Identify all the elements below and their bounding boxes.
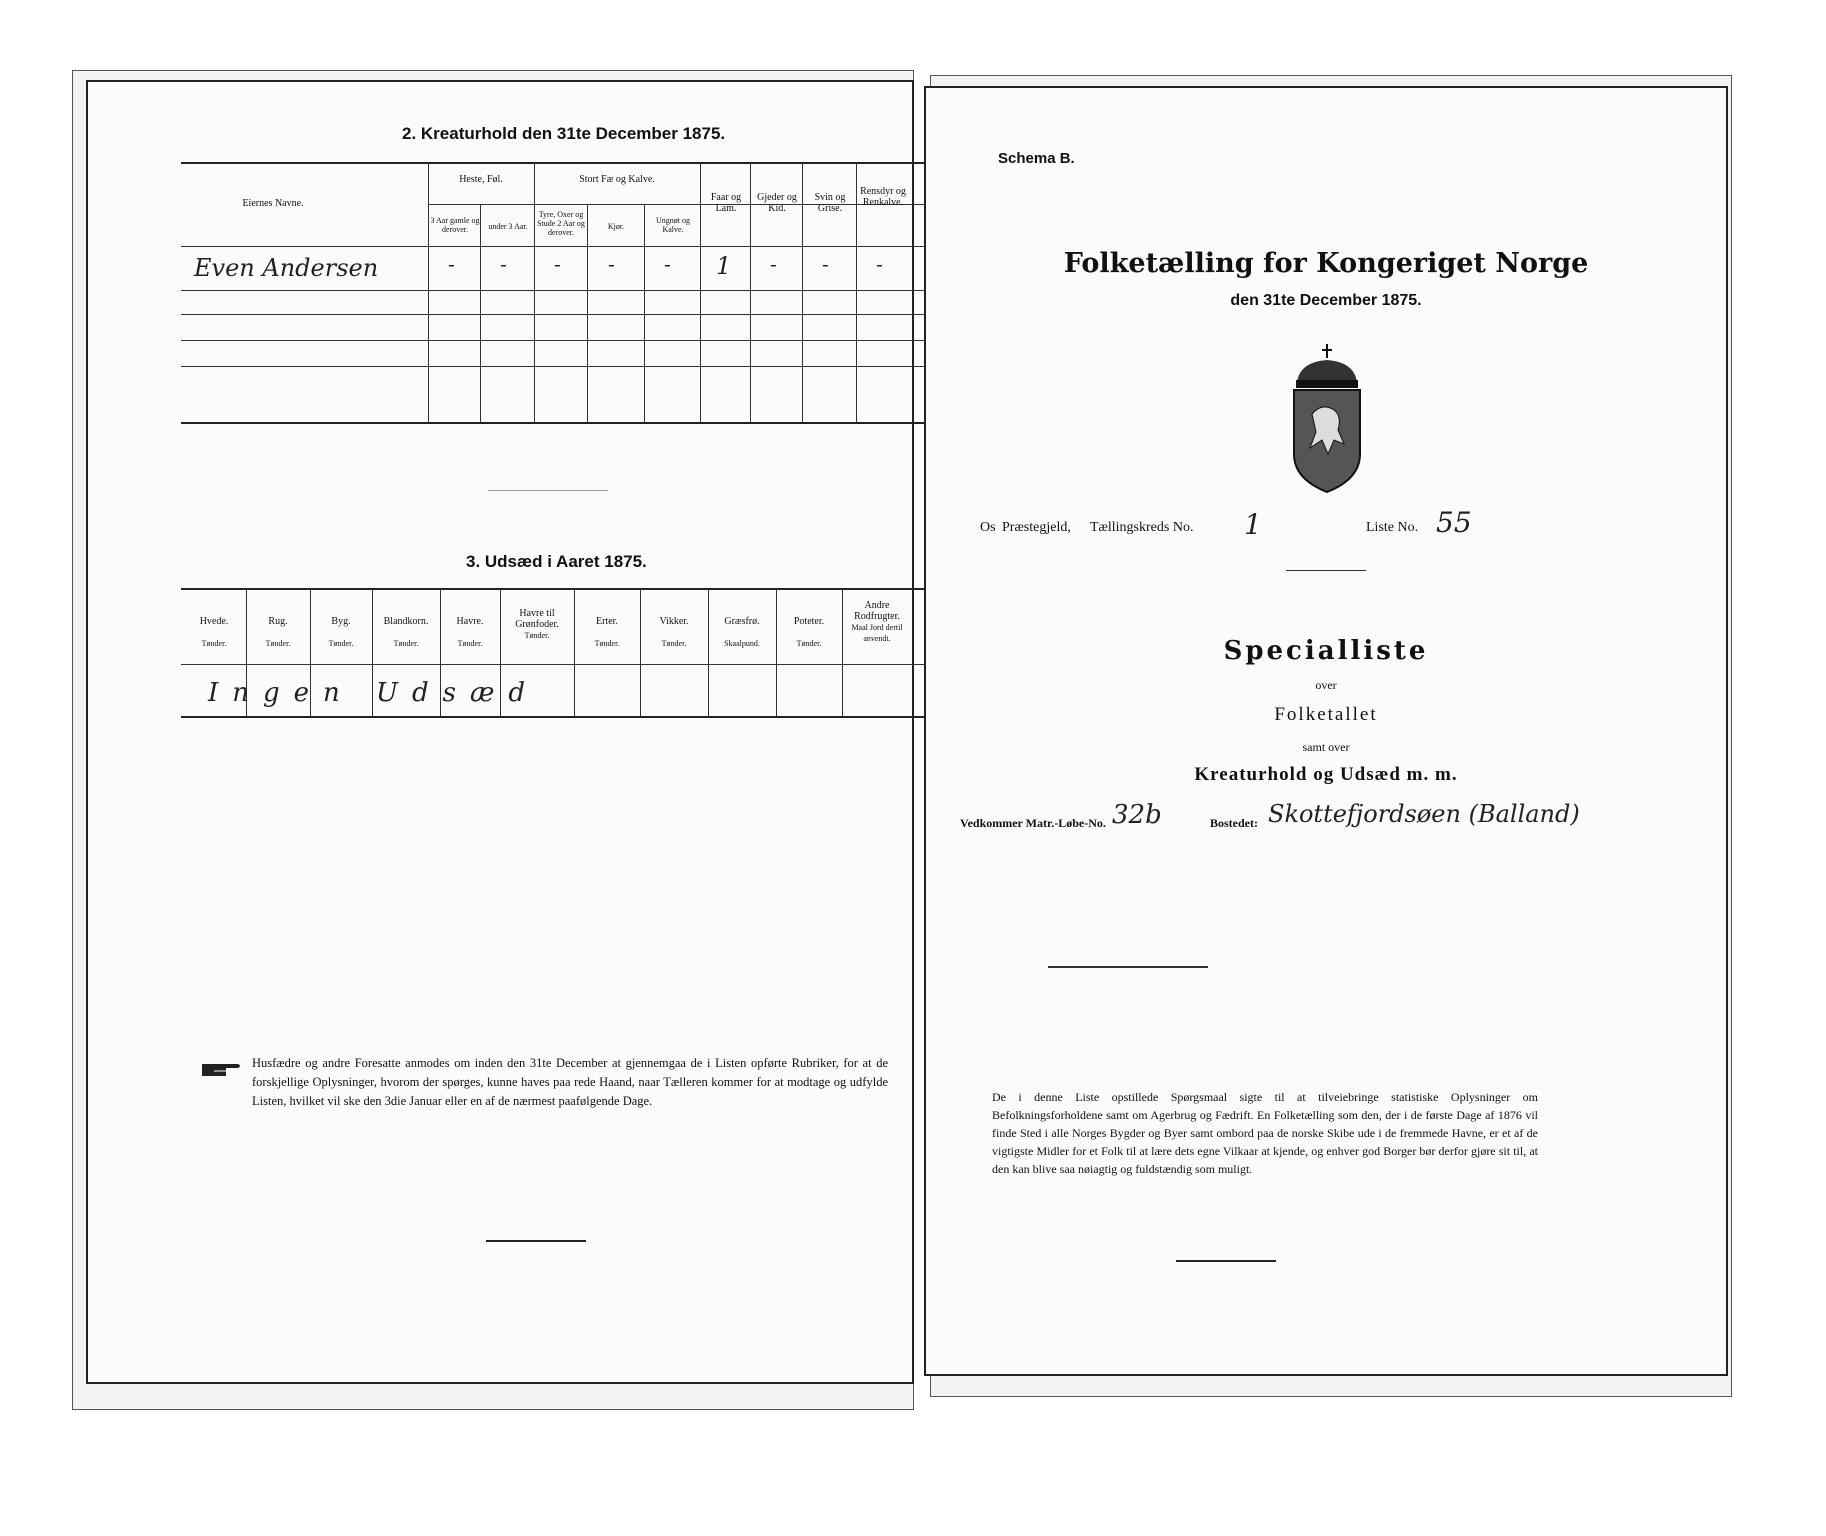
header-goats: Gjeder og Kid. (757, 192, 797, 214)
table3-col-10 (842, 588, 843, 716)
val-horses-young: - (500, 252, 507, 276)
matr-label: Vedkommer Matr.-Løbe-No. (960, 816, 1106, 830)
crop-havre: Havre. Tønder. (456, 616, 484, 648)
crop-graesfro: Græsfrø. Skaalpund. (724, 616, 760, 648)
info-note: De i denne Liste opstillede Spørgsmaal sigte til at tilveiebringe statistiske Oplysninger om Befolkningsforholdene samt om Agerbrug og Fædrift. En Folketælling som den, der i de første Dage af 1876 vil finde Sted i alle Norges Bygder og Byer samt ombord paa de norske Skibe ude i de fremmede Havne, er et af de vigtigste Midler for et Folk til at lære dets egne Vilkaar at kjende, og enhver god Borger bør derfor gjøre sit til, at den kan blive saa nøiagtig og fuldstændig som muligt. (992, 1090, 1538, 1176)
table3-bottom-rule (181, 716, 999, 718)
table3-col-6 (574, 588, 575, 716)
header-cattle-sub3: Ungnøt og Kalve. (656, 216, 690, 234)
header-sheep: Faar og Lam. (710, 192, 742, 214)
val-horses-old: - (448, 252, 455, 276)
table2-top-rule (181, 162, 999, 164)
header-horses: Heste, Føl. (459, 174, 503, 185)
divider-right-1 (1286, 570, 1366, 571)
header-pigs: Svin og Grise. (814, 192, 846, 214)
right-page (924, 86, 1728, 1376)
header-cattle-sub2: Kjør. (607, 222, 625, 231)
special-title: Specialliste (1223, 636, 1429, 666)
list-label: Liste No. (1366, 520, 1419, 535)
section3-title: 3. Udsæd i Aaret 1875. (466, 552, 647, 571)
table2-col-7 (750, 162, 751, 422)
kreaturhold-line: Kreaturhold og Udsæd m. m. (1194, 764, 1458, 785)
divider-short-2 (486, 1240, 586, 1242)
pointing-hand-icon (200, 1058, 244, 1080)
divider-short-1 (488, 490, 608, 491)
bosted-label: Bostedet: (1210, 816, 1258, 830)
val-cattle-bulls: - (554, 252, 561, 276)
date-line: den 31te December 1875. (1230, 292, 1422, 309)
bosted-value: Skottefjordsøen (Balland) (1268, 800, 1580, 828)
table2-col-3 (534, 162, 535, 422)
table2-row-rule-4 (181, 366, 999, 367)
table2-bottom-rule (181, 422, 999, 424)
crop-byg: Byg. Tønder. (328, 616, 354, 648)
table2-row-rule-3 (181, 340, 999, 341)
header-reindeer: Rensdyr og Renkalve. (860, 186, 906, 208)
crop-rug: Rug. Tønder. (265, 616, 291, 648)
header-cattle: Stort Fæ og Kalve. (579, 174, 655, 185)
divider-right-2 (1048, 966, 1208, 968)
val-pigs: - (822, 252, 829, 276)
header-owner: Eiernes Navne. (242, 198, 304, 209)
section2-title: 2. Kreaturhold den 31te December 1875. (402, 124, 726, 143)
val-goats: - (770, 252, 777, 276)
main-title: Folketælling for Kongeriget Norge (1063, 248, 1589, 279)
val-sheep: 1 (716, 252, 732, 280)
crop-hvede: Hvede. Tønder. (199, 616, 229, 648)
crop-vikker: Vikker. Tønder. (659, 616, 689, 648)
crop-erter: Erter. Tønder. (594, 616, 620, 648)
schema-label: Schema B. (998, 150, 1075, 167)
header-horses-sub2: under 3 Aar. (488, 222, 528, 231)
table3-top-rule (181, 588, 999, 590)
header-horses-sub1: 3 Aar gamle og derover. (430, 216, 480, 234)
district-value: 1 (1244, 508, 1262, 541)
header-cattle-sub1: Tyre, Oxer og Stude 2 Aar og derover. (537, 210, 585, 237)
table2-col-6 (700, 162, 701, 422)
divider-right-3 (1176, 1260, 1276, 1262)
over-1: over (1315, 678, 1337, 692)
table3-col-7 (640, 588, 641, 716)
table3-col-9 (776, 588, 777, 716)
val-cattle-cows: - (608, 252, 615, 276)
samt-over: samt over (1302, 740, 1350, 754)
val-cattle-calves: - (664, 252, 671, 276)
crop-blandkorn: Blandkorn. Tønder. (383, 616, 429, 648)
table2-row-rule-1 (181, 290, 999, 291)
district-label: Tællingskreds No. (1090, 520, 1194, 535)
left-page (86, 80, 914, 1384)
table2-col-8 (802, 162, 803, 422)
table2-col-4 (587, 204, 588, 422)
table2-header-rule (181, 246, 999, 247)
footnote-text: Husfædre og andre Foresatte anmodes om inden den 31te December at gjennemgaa de i Listen opførte Rubriker, for at de forskjellige Oplysninger, hvorom der spørges, kunne haves paa rede Haand, naar Tælleren kommer for at modtage og udfylde Listen, hvilket vil ske den 3die Januar eller en af de nærmest paafølgende Dage. (252, 1056, 888, 1108)
table3-col-8 (708, 588, 709, 716)
udsaed-entry: Ingen Udsæd (208, 678, 540, 708)
table2-col-9 (856, 162, 857, 422)
table3-header-rule (181, 664, 999, 665)
folketallet: Folketallet (1274, 704, 1378, 725)
table2-col-5 (644, 204, 645, 422)
parish-label: Præstegjeld, (1002, 520, 1071, 535)
table2-col-1 (428, 162, 429, 422)
table2-row-rule-2 (181, 314, 999, 315)
coat-of-arms-icon (1282, 344, 1372, 494)
crop-andre: Andre Rodfrugter. Maal Jord dertil anvendt. (851, 600, 903, 643)
parish-value: Os (980, 520, 996, 535)
matr-value: 32b (1112, 800, 1162, 830)
crop-havre-gronfoder: Havre til Grønfoder. Tønder. (515, 608, 559, 640)
table2-col-2 (480, 204, 481, 422)
crop-poteter: Poteter. Tønder. (793, 616, 825, 648)
list-value: 55 (1436, 506, 1472, 539)
owner-name: Even Andersen (194, 254, 379, 282)
val-reindeer: - (876, 252, 883, 276)
